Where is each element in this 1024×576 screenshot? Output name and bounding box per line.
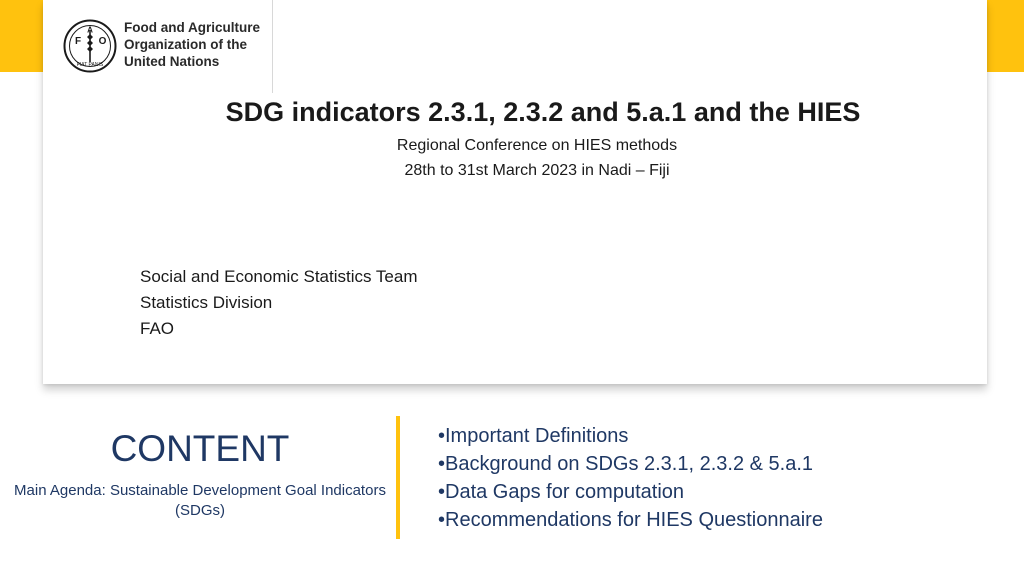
org-name <box>124 19 274 70</box>
content-heading: CONTENT <box>110 428 290 469</box>
presenter-block <box>140 264 417 342</box>
fao-logo <box>43 0 273 93</box>
title-card <box>43 0 987 384</box>
org-name-line: Organization of the <box>124 37 247 52</box>
fao-emblem-icon <box>63 19 117 73</box>
agenda-item: •Data Gaps for computation <box>438 481 685 503</box>
agenda-item: •Recommendations for HIES Questionnaire <box>438 509 823 531</box>
org-name-line: Food and Agriculture <box>124 20 260 35</box>
conference-name: Regional Conference on HIES methods <box>396 137 678 154</box>
presenter-team: Social and Economic Statistics Team <box>140 267 418 286</box>
section-divider <box>396 416 400 539</box>
agenda-item: •Important Definitions <box>438 425 629 447</box>
accent-bar-right <box>987 0 1024 72</box>
presenter-division: Statistics Division <box>140 293 273 312</box>
slide-title: SDG indicators 2.3.1, 2.3.2 and 5.a.1 and the HIES <box>225 97 861 127</box>
agenda-text: Main Agenda: Sustainable Development Goal Indicators (SDGs) <box>14 482 386 519</box>
conference-date: 28th to 31st March 2023 in Nadi – Fiji <box>404 162 670 179</box>
emblem-letter-o: O <box>98 36 107 47</box>
agenda-item: •Background on SDGs 2.3.1, 2.3.2 & 5.a.1 <box>438 453 814 475</box>
presenter-org: FAO <box>140 319 175 338</box>
emblem-motto: FIAT PANIS <box>76 62 104 68</box>
emblem-letter-f: F <box>74 36 82 47</box>
accent-bar-left <box>0 0 43 72</box>
org-name-line: United Nations <box>124 54 220 69</box>
agenda-list <box>438 422 823 534</box>
emblem-letter-a: A <box>87 25 93 35</box>
